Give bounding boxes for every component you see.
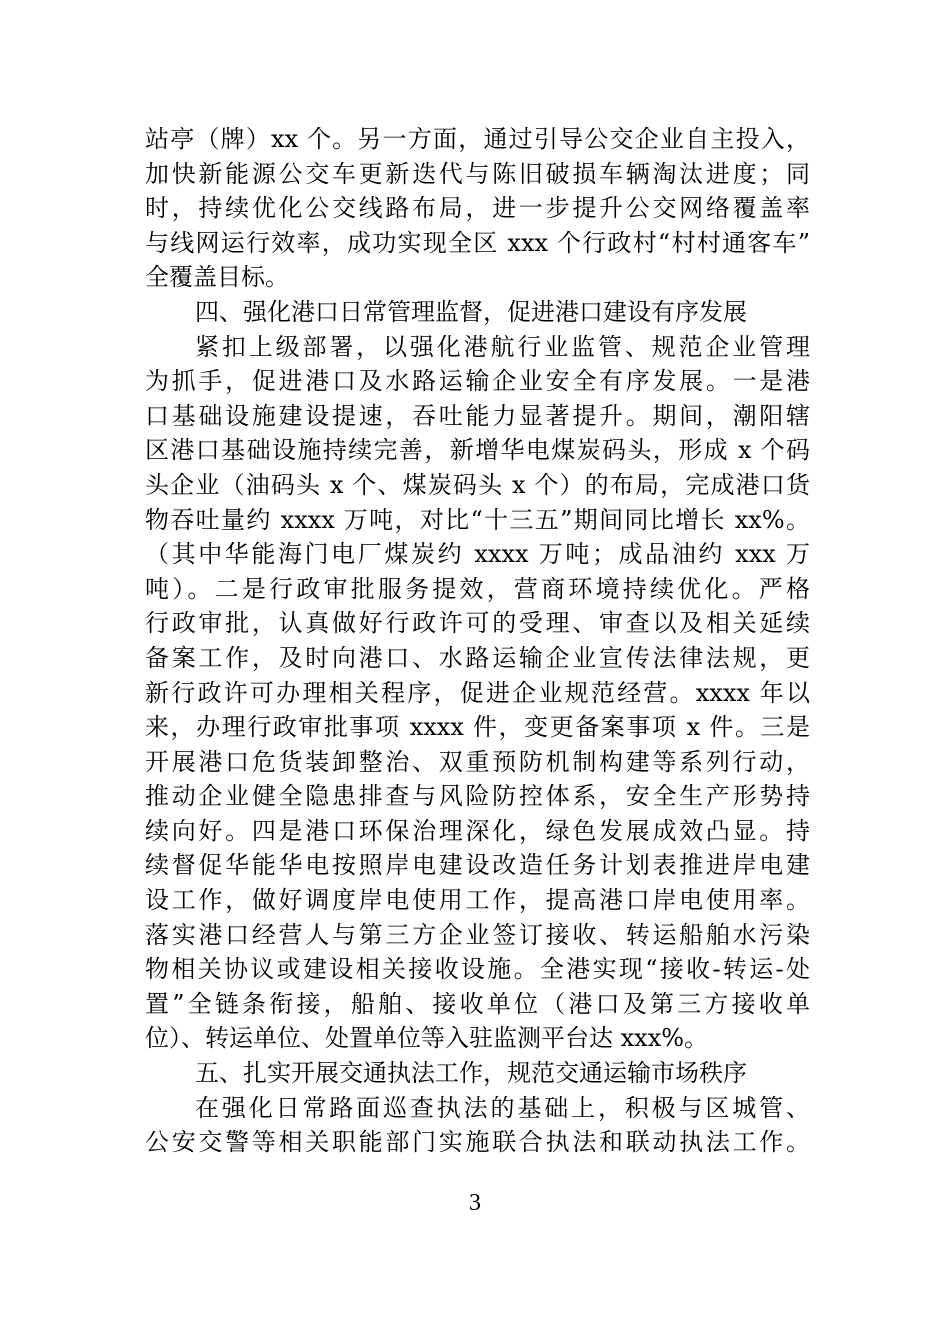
text-line: 新行政许可办理相关程序，促进企业规范经营。xxxx 年以 bbox=[145, 678, 810, 707]
text-line: 备案工作，及时向港口、水路运输企业宣传法律法规，更 bbox=[145, 643, 810, 672]
text-line: 区港口基础设施持续完善，新增华电煤炭码头，形成 x 个码 bbox=[145, 436, 810, 465]
text-line: 站亭（牌）xx 个。另一方面，通过引导公交企业自主投入， bbox=[145, 125, 810, 153]
text-line: （其中华能海门电厂煤炭约 xxxx 万吨；成品油约 xxx 万 bbox=[145, 540, 810, 569]
text-line: 口基础设施建设提速，吞吐能力显著提升。期间，潮阳辖 bbox=[145, 401, 810, 430]
text-line: 在强化日常路面巡查执法的基础上，积极与区城管、 bbox=[195, 1093, 810, 1122]
text-line: 设工作，做好调度岸电使用工作，提高港口岸电使用率。 bbox=[145, 886, 810, 915]
text-line: 落实港口经营人与第三方企业签订接收、转运船舶水污染 bbox=[145, 920, 810, 949]
text-line: 物相关协议或建设相关接收设施。全港实现“接收-转运-处 bbox=[145, 955, 810, 984]
text-line: 为抓手，促进港口及水路运输企业安全有序发展。一是港 bbox=[145, 367, 810, 396]
section-heading: 五、扎实开展交通执法工作，规范交通运输市场秩序 bbox=[195, 1059, 747, 1088]
page-number: 3 bbox=[469, 1190, 481, 1216]
text-line: 公安交警等相关职能部门实施联合执法和联动执法工作。 bbox=[145, 1128, 810, 1157]
text-line: 开展港口危货装卸整治、双重预防机制构建等系列行动， bbox=[145, 747, 810, 776]
text-line: 时，持续优化公交线路布局，进一步提升公交网络覆盖率 bbox=[145, 194, 810, 223]
text-line: 紧扣上级部署，以强化港航行业监管、规范企业管理 bbox=[195, 332, 810, 361]
section-heading: 四、强化港口日常管理监督，促进港口建设有序发展 bbox=[195, 297, 747, 326]
text-line: 物吞吐量约 xxxx 万吨，对比“十三五”期间同比增长 xx%。 bbox=[145, 505, 810, 534]
text-line: 吨）。二是行政审批服务提效，营商环境持续优化。严格 bbox=[145, 574, 810, 603]
text-line: 置”全链条衔接，船舶、接收单位（港口及第三方接收单 bbox=[145, 989, 810, 1018]
text-line: 头企业（油码头 x 个、煤炭码头 x 个）的布局，完成港口货 bbox=[145, 470, 810, 499]
text-line: 加快新能源公交车更新迭代与陈旧破损车辆淘汰进度；同 bbox=[145, 159, 810, 188]
text-line: 与线网运行效率，成功实现全区 xxx 个行政村“村村通客车” bbox=[145, 228, 810, 257]
text-line: 来，办理行政审批事项 xxxx 件，变更备案事项 x 件。三是 bbox=[145, 713, 810, 742]
text-line: 续督促华能华电按照岸电建设改造任务计划表推进岸电建 bbox=[145, 851, 810, 880]
text-line: 行政审批，认真做好行政许可的受理、审查以及相关延续 bbox=[145, 609, 810, 638]
text-line: 位）、转运单位、处置单位等入驻监测平台达 xxx%。 bbox=[145, 1024, 709, 1053]
text-line: 续向好。四是港口环保治理深化，绿色发展成效凸显。持 bbox=[145, 816, 810, 845]
body-text bbox=[145, 122, 810, 1160]
text-line: 推动企业健全隐患排查与风险防控体系，安全生产形势持 bbox=[145, 782, 810, 811]
text-line: 全覆盖目标。 bbox=[145, 263, 289, 292]
